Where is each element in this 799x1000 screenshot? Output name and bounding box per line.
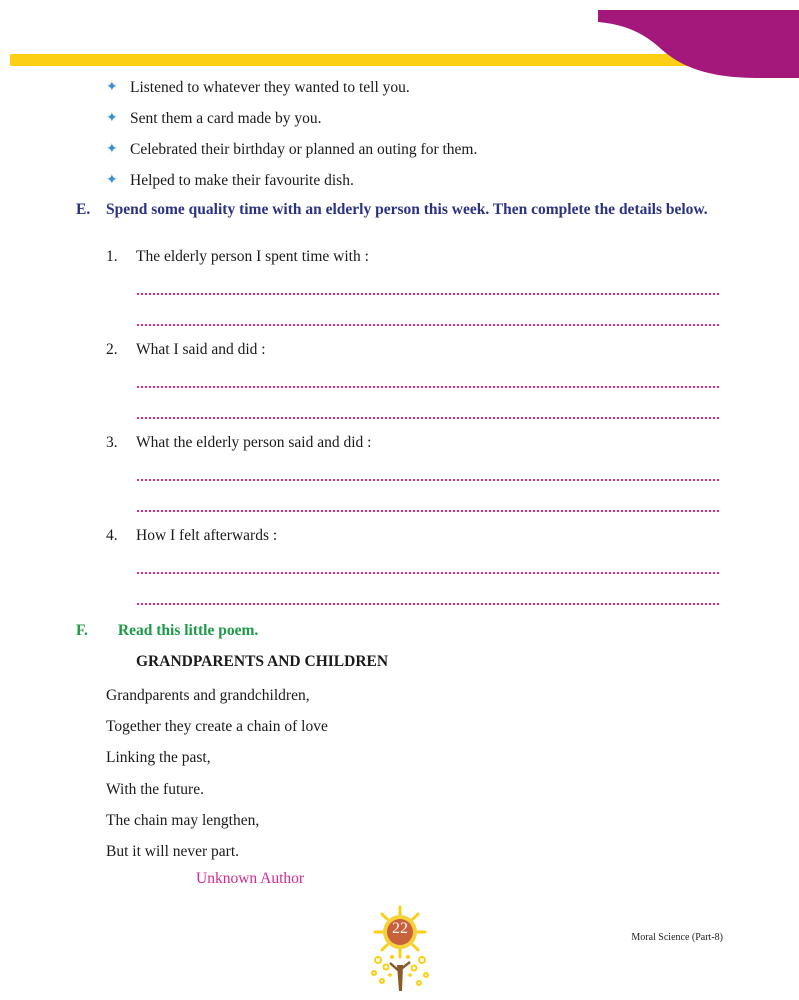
question-2	[106, 341, 266, 359]
tree-sun-icon	[364, 905, 436, 993]
bullet-item	[106, 165, 477, 196]
answer-line[interactable]	[137, 570, 719, 574]
bullet-text: Celebrated their birthday or planned an outing for them.	[130, 140, 478, 158]
answer-line[interactable]	[137, 384, 719, 388]
poem-line: But it will never part.	[106, 843, 240, 861]
poem-line: Grandparents and grandchildren,	[106, 686, 310, 704]
answer-line[interactable]	[137, 508, 719, 512]
question-text: The elderly person I spent time with :	[136, 248, 369, 265]
poem-line: The chain may lengthen,	[106, 811, 260, 829]
answer-line[interactable]	[137, 477, 719, 481]
question-1	[106, 248, 369, 266]
bullet-text: Helped to make their favourite dish.	[130, 171, 354, 189]
question-number: 1.	[106, 248, 118, 265]
answer-line[interactable]	[137, 322, 719, 326]
four-point-star-icon: ✦	[106, 111, 118, 126]
question-text: What I said and did :	[136, 341, 266, 358]
activity-bullet-list	[106, 72, 477, 196]
question-4	[106, 527, 277, 545]
four-point-star-icon: ✦	[106, 80, 118, 95]
section-instruction: Spend some quality time with an elderly person this week. Then complete the details below.	[106, 201, 708, 218]
section-f-heading	[76, 622, 258, 640]
section-letter: E.	[76, 201, 91, 218]
book-title: Moral Science (Part-8)	[631, 932, 723, 943]
poem-line: Linking the past,	[106, 749, 211, 767]
question-number: 3.	[106, 434, 118, 451]
bullet-item	[106, 134, 477, 165]
question-text: What the elderly person said and did :	[136, 434, 372, 451]
bullet-text: Listened to whatever they wanted to tell you.	[130, 78, 410, 96]
section-letter: F.	[76, 622, 88, 639]
poem-title: GRANDPARENTS AND CHILDREN	[136, 653, 389, 670]
answer-line[interactable]	[137, 415, 719, 419]
answer-line[interactable]	[137, 601, 719, 605]
question-3	[106, 434, 371, 452]
header-magenta-shape	[590, 8, 799, 78]
question-number: 4.	[106, 527, 118, 544]
four-point-star-icon: ✦	[106, 142, 118, 157]
poem-author: Unknown Author	[196, 870, 305, 887]
question-number: 2.	[106, 341, 118, 358]
bullet-item	[106, 103, 477, 134]
answer-line[interactable]	[137, 291, 719, 295]
bullet-text: Sent them a card made by you.	[130, 109, 322, 127]
section-e-heading	[76, 200, 724, 219]
question-text: How I felt afterwards :	[136, 527, 278, 544]
page-number: 22	[392, 920, 408, 937]
bullet-item	[106, 72, 477, 103]
poem-line: Together they create a chain of love	[106, 717, 328, 735]
four-point-star-icon: ✦	[106, 173, 118, 188]
poem-body	[106, 680, 328, 868]
section-instruction: Read this little poem.	[117, 622, 259, 639]
poem-line: With the future.	[106, 780, 204, 798]
